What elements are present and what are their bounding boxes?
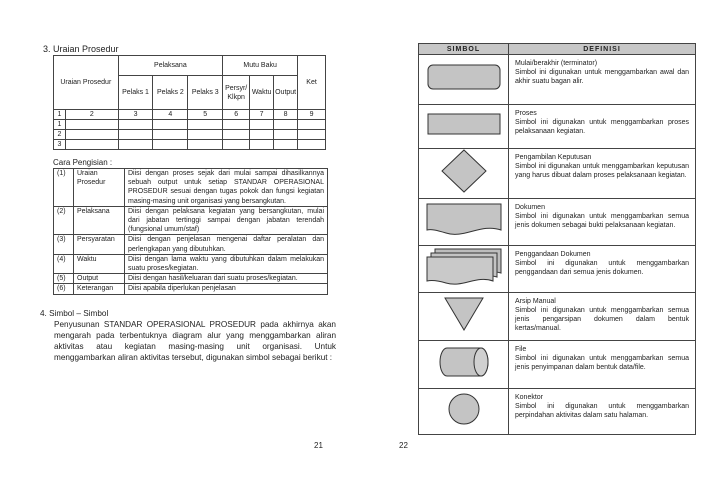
section-4-title: 4. Simbol – Simbol <box>40 309 109 318</box>
row-label: Uraian Prosedur <box>74 169 125 207</box>
symbol-desc: Simbol ini digunakan untuk menggambarkan perpindahan aktivitas dalam satu halaman. <box>515 403 689 419</box>
table-row <box>54 206 328 235</box>
symbol-row <box>419 199 696 246</box>
procedure-table <box>53 55 326 150</box>
symbol-row <box>419 55 696 105</box>
symbol-row <box>419 341 696 389</box>
cara-pengisian-title: Cara Pengisian : <box>53 158 113 167</box>
row-label: Keterangan <box>74 284 125 294</box>
terminator-icon <box>427 64 501 90</box>
row-label: Waktu <box>74 254 125 273</box>
symbol-row <box>419 246 696 293</box>
header-definisi: DEFINISI <box>509 44 696 55</box>
document-icon <box>426 203 502 237</box>
row-label: Persyaratan <box>74 235 125 254</box>
symbol-desc: Simbol ini digunakan untuk menggambarkan semua jenis pengarsipan dokumen dalam bentuk kertas/manual. <box>515 307 689 332</box>
col-ket: Ket <box>298 56 326 110</box>
col-persyaratan: Persyr/ Klkpn <box>223 76 250 110</box>
cara-pengisian-table <box>53 168 328 295</box>
symbol-name: Mulai/berakhir (terminator) <box>515 60 598 67</box>
table-row <box>54 120 326 130</box>
symbol-name: File <box>515 346 527 353</box>
row-number: 1 <box>54 120 66 129</box>
symbol-row <box>419 149 696 199</box>
row-num: (2) <box>54 206 74 235</box>
symbol-desc: Simbol ini digunakan untuk menggambarkan semua jenis penyimpanan dalam bentuk data/file. <box>515 355 689 371</box>
number-cell: 7 <box>250 110 274 120</box>
row-text: Diisi apabila diperlukan penjelasan <box>125 284 328 294</box>
manual-archive-icon <box>444 297 484 331</box>
col-waktu: Waktu <box>250 76 274 110</box>
section-4 <box>40 308 336 363</box>
symbol-table <box>418 43 696 435</box>
col-group-mutu-baku: Mutu Baku <box>223 56 298 76</box>
page-number-left: 21 <box>314 441 323 450</box>
table-row <box>54 284 328 294</box>
col-group-pelaksana: Pelaksana <box>118 56 223 76</box>
header-simbol: SIMBOL <box>419 44 509 55</box>
symbol-desc: Simbol ini digunakan untuk menggambarkan awal dan akhir suatu bagan alir. <box>515 69 689 85</box>
connector-icon <box>448 393 480 425</box>
table-row <box>54 235 328 254</box>
symbol-row <box>419 105 696 149</box>
row-text: Diisi dengan pelaksana kegiatan yang bersangkutan, mulai dari jabatan tertinggi sampai dengan jabatan terendah (fungsional umum/staf) <box>125 206 328 235</box>
row-num: (1) <box>54 169 74 207</box>
col-pelaks-3: Pelaks 3 <box>188 76 223 110</box>
page-number-right: 22 <box>399 441 408 450</box>
row-num: (3) <box>54 235 74 254</box>
col-uraian-prosedur: Uraian Prosedur <box>54 56 119 110</box>
row-num: (5) <box>54 274 74 284</box>
col-pelaks-2: Pelaks 2 <box>153 76 188 110</box>
table-row <box>54 274 328 284</box>
table-row <box>54 169 328 207</box>
number-row <box>54 110 326 120</box>
decision-icon <box>441 149 487 193</box>
number-cell: 1 <box>54 110 66 119</box>
symbol-row <box>419 389 696 435</box>
number-cell: 8 <box>274 110 298 120</box>
symbol-name: Arsip Manual <box>515 298 556 305</box>
row-text: Diisi dengan lama waktu yang dibutuhkan dalam melakukan suatu proses/kegiatan. <box>125 254 328 273</box>
section-3-title: 3. Uraian Prosedur <box>43 44 119 54</box>
row-label: Output <box>74 274 125 284</box>
number-cell: 6 <box>223 110 250 120</box>
file-cylinder-icon <box>439 347 489 377</box>
col-output: Output <box>274 76 298 110</box>
symbol-name: Konektor <box>515 394 544 401</box>
symbol-row <box>419 293 696 341</box>
symbol-desc: Simbol ini digunakan untuk menggambarkan keputusan yang harus dibuat dalam proses pelaksanaan kegiatan. <box>515 163 689 179</box>
section-4-body: Penyusunan STANDAR OPERASIONAL PROSEDUR pada akhirnya akan mengarah pada terbentuknya diagram alur yang menggambarkan aliran aktivitas atau kegiatan masing-masing unit organisasi. Untuk menggambarkan aliran aktivitas tersebut, digunakan simbol sebagai berikut : <box>54 320 336 362</box>
symbol-name: Proses <box>515 110 537 117</box>
number-cell: 3 <box>118 110 153 120</box>
row-text: Diisi dengan hasil/keluaran dari suatu proses/kegiatan. <box>125 274 328 284</box>
row-text: Diisi dengan proses sejak dari mulai sampai dihasilkannya sebuah output untuk setiap STANDAR OPERASIONAL PROSEDUR sesuai dengan tugas pokok dan fungsi kegiatan masing-masing unit organisasi yang bersangkutan. <box>125 169 328 207</box>
table-row <box>54 254 328 273</box>
multi-document-icon <box>426 248 502 286</box>
col-pelaks-1: Pelaks 1 <box>118 76 153 110</box>
symbol-desc: Simbol ini digunakan untuk menggambarkan proses pelaksanaan kegiatan. <box>515 119 689 135</box>
row-label: Pelaksana <box>74 206 125 235</box>
symbol-desc: Simbol ini digunakan untuk menggambarkan semua jenis dokumen sebagai bukti pelaksanaan kegiatan. <box>515 213 689 229</box>
number-cell: 9 <box>298 110 326 120</box>
number-cell: 2 <box>89 111 94 118</box>
table-row <box>54 140 326 150</box>
number-cell: 5 <box>188 110 223 120</box>
symbol-name: Pengambilan Keputusan <box>515 154 592 161</box>
symbol-name: Dokumen <box>515 204 545 211</box>
number-cell: 4 <box>153 110 188 120</box>
table-row <box>54 130 326 140</box>
row-text: Diisi dengan penjelasan mengenai daftar peralatan dan perlengkapan yang dibutuhkan. <box>125 235 328 254</box>
symbol-desc: Simbol ini digunakan untuk menggambarkan penggandaan dari semua jenis dokumen. <box>515 260 689 276</box>
symbol-name: Penggandaan Dokumen <box>515 251 591 258</box>
row-number: 2 <box>54 130 66 139</box>
row-num: (6) <box>54 284 74 294</box>
row-number: 3 <box>54 140 66 149</box>
row-num: (4) <box>54 254 74 273</box>
process-icon <box>427 113 501 135</box>
